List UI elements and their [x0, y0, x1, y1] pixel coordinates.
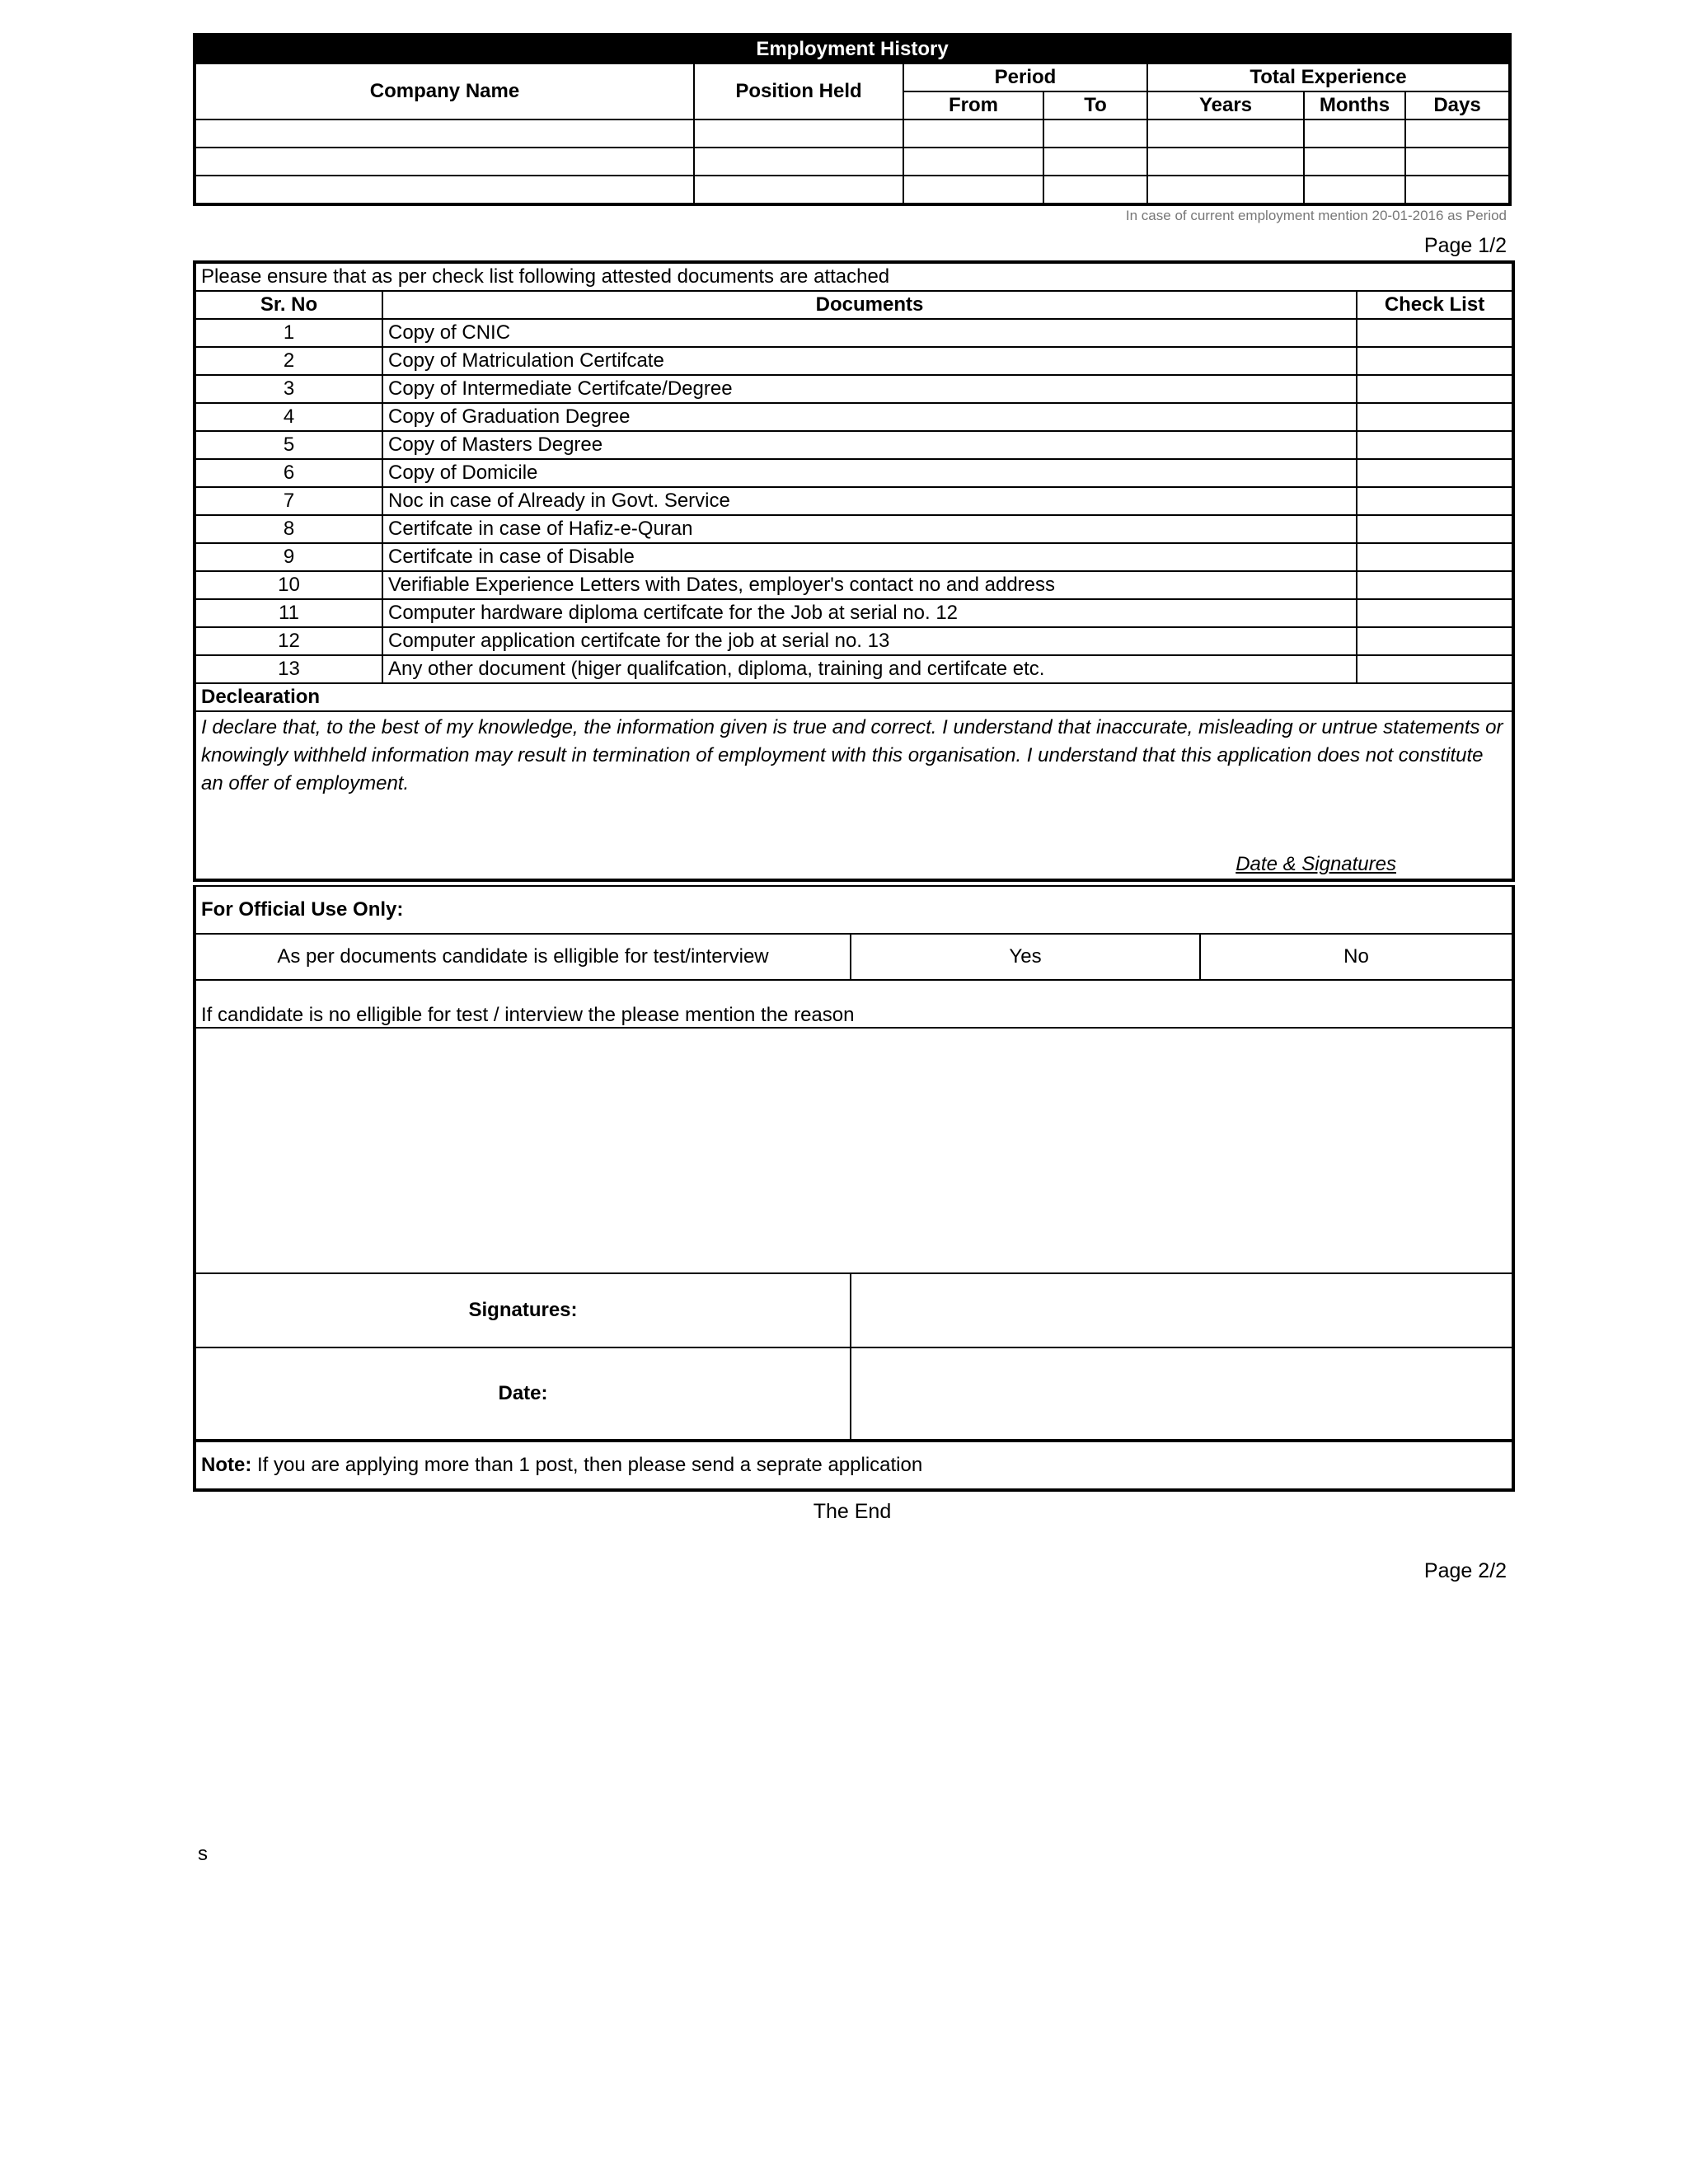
col-documents: Documents	[382, 291, 1357, 319]
employment-history-title: Employment History	[195, 35, 1510, 63]
sr-no-cell: 4	[195, 403, 382, 431]
current-employment-note: In case of current employment mention 20-01-2016 as Period	[1125, 208, 1507, 223]
col-from: From	[903, 91, 1043, 120]
from-cell[interactable]	[903, 120, 1043, 148]
from-cell[interactable]	[903, 148, 1043, 176]
eligibility-question: As per documents candidate is elligible for test/interview	[195, 934, 851, 980]
table-row	[195, 319, 1513, 347]
company-cell[interactable]	[195, 120, 694, 148]
note-text: If you are applying more than 1 post, then please send a seprate application	[251, 1454, 923, 1476]
signatures-label: Signatures:	[195, 1273, 851, 1347]
col-period: Period	[903, 63, 1147, 91]
eligible-no[interactable]: No	[1200, 934, 1513, 980]
document-name-cell: Certifcate in case of Disable	[382, 543, 1357, 571]
note-label: Note:	[201, 1454, 252, 1476]
col-months: Months	[1304, 91, 1405, 120]
declaration-title: Declearation	[195, 683, 1513, 711]
page-number-1: Page 1/2	[1423, 234, 1507, 257]
stray-character: s	[198, 1843, 208, 1865]
col-company-name: Company Name	[195, 63, 694, 120]
document-name-cell: Computer hardware diploma certifcate for the Job at serial no. 12	[382, 599, 1357, 627]
table-row	[195, 571, 1513, 599]
employment-history-table	[193, 33, 1512, 206]
company-cell[interactable]	[195, 148, 694, 176]
checklist-intro: Please ensure that as per check list following attested documents are attached	[195, 262, 1513, 291]
check-list-cell[interactable]	[1357, 375, 1513, 403]
signatures-field[interactable]	[851, 1273, 1513, 1347]
check-list-cell[interactable]	[1357, 347, 1513, 375]
position-cell[interactable]	[694, 120, 903, 148]
date-signatures-label: Date & Signatures	[1236, 853, 1396, 875]
date-field[interactable]	[851, 1347, 1513, 1441]
from-cell[interactable]	[903, 176, 1043, 204]
check-list-cell[interactable]	[1357, 459, 1513, 487]
days-cell[interactable]	[1405, 120, 1510, 148]
col-total-experience: Total Experience	[1147, 63, 1510, 91]
table-row	[195, 515, 1513, 543]
to-cell[interactable]	[1043, 176, 1147, 204]
eligible-yes[interactable]: Yes	[851, 934, 1200, 980]
table-row	[195, 487, 1513, 515]
document-name-cell: Verifiable Experience Letters with Dates, employer's contact no and address	[382, 571, 1357, 599]
document-name-cell: Copy of Masters Degree	[382, 431, 1357, 459]
date-label: Date:	[195, 1347, 851, 1441]
col-position-held: Position Held	[694, 63, 903, 120]
sr-no-cell: 1	[195, 319, 382, 347]
check-list-cell[interactable]	[1357, 515, 1513, 543]
table-row	[195, 120, 1510, 148]
table-row	[195, 375, 1513, 403]
the-end: The End	[813, 1500, 892, 1523]
col-years: Years	[1147, 91, 1304, 120]
position-cell[interactable]	[694, 176, 903, 204]
check-list-cell[interactable]	[1357, 487, 1513, 515]
document-name-cell: Copy of Intermediate Certifcate/Degree	[382, 375, 1357, 403]
table-row	[195, 627, 1513, 655]
sr-no-cell: 11	[195, 599, 382, 627]
declaration-text: I declare that, to the best of my knowledge, the information given is true and correct. I understand that inaccurate, misleading or untrue statements or knowingly withheld information may result in termination of employment with this organisation. I understand that this application does not constitute an offer of employment.	[201, 716, 1503, 794]
table-row	[195, 459, 1513, 487]
col-check-list: Check List	[1357, 291, 1513, 319]
table-row	[195, 347, 1513, 375]
document-name-cell: Noc in case of Already in Govt. Service	[382, 487, 1357, 515]
document-name-cell: Copy of Graduation Degree	[382, 403, 1357, 431]
reason-box[interactable]	[195, 1028, 1513, 1273]
months-cell[interactable]	[1304, 120, 1405, 148]
years-cell[interactable]	[1147, 176, 1304, 204]
sr-no-cell: 5	[195, 431, 382, 459]
sr-no-cell: 8	[195, 515, 382, 543]
check-list-cell[interactable]	[1357, 431, 1513, 459]
check-list-cell[interactable]	[1357, 627, 1513, 655]
years-cell[interactable]	[1147, 148, 1304, 176]
sr-no-cell: 12	[195, 627, 382, 655]
page-number-2: Page 2/2	[1423, 1559, 1507, 1582]
sr-no-cell: 10	[195, 571, 382, 599]
col-days: Days	[1405, 91, 1510, 120]
reason-label: If candidate is no elligible for test / interview the please mention the reason	[195, 980, 1513, 1028]
official-use-table	[193, 885, 1515, 1492]
note-row	[195, 1441, 1513, 1490]
sr-no-cell: 2	[195, 347, 382, 375]
document-name-cell: Computer application certifcate for the job at serial no. 13	[382, 627, 1357, 655]
document-name-cell: Copy of Domicile	[382, 459, 1357, 487]
months-cell[interactable]	[1304, 148, 1405, 176]
sr-no-cell: 13	[195, 655, 382, 683]
days-cell[interactable]	[1405, 148, 1510, 176]
table-row	[195, 176, 1510, 204]
sr-no-cell: 6	[195, 459, 382, 487]
table-row	[195, 431, 1513, 459]
sr-no-cell: 7	[195, 487, 382, 515]
documents-checklist-table	[193, 260, 1515, 882]
table-row	[195, 599, 1513, 627]
official-use-title: For Official Use Only:	[195, 886, 1513, 934]
table-row	[195, 655, 1513, 683]
sr-no-cell: 9	[195, 543, 382, 571]
to-cell[interactable]	[1043, 120, 1147, 148]
table-row	[195, 148, 1510, 176]
document-name-cell: Any other document (higer qualifcation, diploma, training and certifcate etc.	[382, 655, 1357, 683]
declaration-box	[195, 711, 1513, 880]
company-cell[interactable]	[195, 176, 694, 204]
check-list-cell[interactable]	[1357, 655, 1513, 683]
col-to: To	[1043, 91, 1147, 120]
document-name-cell: Certifcate in case of Hafiz-e-Quran	[382, 515, 1357, 543]
check-list-cell[interactable]	[1357, 543, 1513, 571]
days-cell[interactable]	[1405, 176, 1510, 204]
check-list-cell[interactable]	[1357, 319, 1513, 347]
years-cell[interactable]	[1147, 120, 1304, 148]
position-cell[interactable]	[694, 148, 903, 176]
document-name-cell: Copy of Matriculation Certifcate	[382, 347, 1357, 375]
col-sr-no: Sr. No	[195, 291, 382, 319]
table-row	[195, 403, 1513, 431]
check-list-cell[interactable]	[1357, 403, 1513, 431]
table-row	[195, 543, 1513, 571]
check-list-cell[interactable]	[1357, 599, 1513, 627]
document-name-cell: Copy of CNIC	[382, 319, 1357, 347]
to-cell[interactable]	[1043, 148, 1147, 176]
sr-no-cell: 3	[195, 375, 382, 403]
months-cell[interactable]	[1304, 176, 1405, 204]
check-list-cell[interactable]	[1357, 571, 1513, 599]
